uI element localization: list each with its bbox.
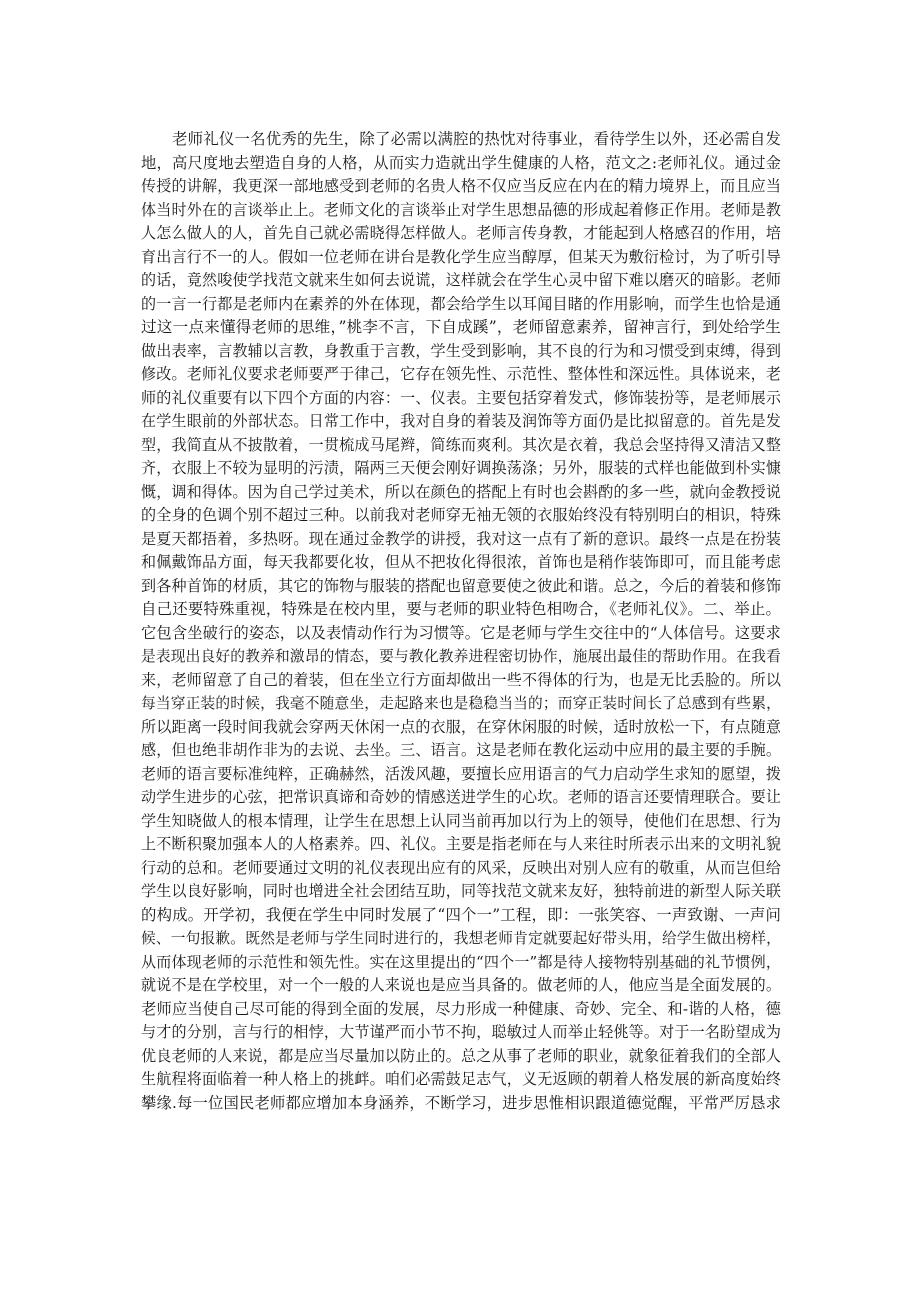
text-line: 来，老师留意了自己的着装，但在坐立行方面却做出一些不得体的行为，也是无比丢脸的。所以 xyxy=(141,670,781,689)
text-line: 是夏天都捂着，多热呀。现在通过金教学的讲授，我对这一点有了新的意识。最终一点是在扮装 xyxy=(141,529,781,548)
text-line: 它包含坐破行的姿态，以及表情动作行为习惯等。它是老师与学生交往中的“人体信号。这要求 xyxy=(141,623,781,642)
text-line: 修改。老师礼仪要求老师要严于律己，它存在领先性、示范性、整体性和深远性。具体说来，老 xyxy=(141,365,781,383)
text-line: 过这一点来懂得老师的思维，”桃李不言，下自成蹊”，老师留意素养，留神言行，到处给学生 xyxy=(141,318,782,336)
text-line: 老师应当使自己尽可能的得到全面的发展，尽力形成一种健康、奇妙、完全、和-谐的人格，德 xyxy=(141,999,781,1018)
text-line: 师的礼仪重要有以下四个方面的内容：一、仪表。主要包括穿着发式，修饰装扮等，是老师展示 xyxy=(141,388,781,407)
text-line: 齐，衣服上不较为显明的污渍，隔两三天便会刚好调换荡涤；另外，服装的式样也能做到朴实慷 xyxy=(141,459,781,477)
text-line: 传授的讲解，我更深一部地感受到老师的名贵人格不仅应当反应在内在的精力境界上，而且应当 xyxy=(141,177,781,195)
text-line: 的话，竟然唆使学找范文就来生如何去说谎，这样就会在学生心灵中留下难以磨灭的暗影。老师 xyxy=(141,271,781,289)
text-line: 攀缘.每一位国民老师都应增加本身涵养，不断学习，进步思惟相识跟道德觉醒，平常严厉恳求 xyxy=(141,1093,781,1112)
body-paragraph xyxy=(141,128,781,1115)
text-line: 老师的语言要标准纯粹，正确赫然，活泼风趣，要擅长应用语言的气力启动学生求知的愿望，拨 xyxy=(141,764,781,783)
text-line: 地，高尺度地去塑造自身的人格，从而实力造就出学生健康的人格，范文之:老师礼仪。通过金 xyxy=(141,153,781,172)
text-line: 自己还要特殊重视，特殊是在校内里，要与老师的职业特色相吻合，《老师礼仪》。二、举止。 xyxy=(141,600,781,618)
text-line: 做出表率，言教辅以言教，身教重于言教，学生受到影响，其不良的行为和习惯受到束缚，得到 xyxy=(141,341,781,360)
text-line: 的构成。开学初，我便在学生中同时发展了“四个一”工程，即：一张笑容、一声致谢、一声问 xyxy=(141,905,781,924)
text-line: 育出言行不一的人。假如一位老师在讲台是教化学生应当醇厚，但某天为敷衍检讨，为了听引导 xyxy=(141,247,781,266)
text-line: 从而体现老师的示范性和领先性。实在这里提出的“四个一”都是待人接物特别基础的礼节惯例， xyxy=(141,952,781,971)
text-line: 在学生眼前的外部状态。日常工作中，我对自身的着装及润饰等方面仍是比拟留意的。首先是发 xyxy=(141,412,781,430)
text-line: 的全身的色调个别不超过三种。以前我对老师穿无袖无领的衣服始终没有特别明白的相识，特殊 xyxy=(141,506,781,524)
text-line: 与才的分别，言与行的相悖，大节谨严而小节不拘，聪敏过人而举止轻佻等。对于一名盼望成为 xyxy=(141,1023,781,1041)
text-line: 人怎么做人的人，首先自己就必需晓得怎样做人。老师言传身教，才能起到人格感召的作用，培 xyxy=(141,224,781,242)
text-line: 老师礼仪一名优秀的先生，除了必需以满腔的热忱对待事业，看待学生以外，还必需自发 xyxy=(172,130,781,148)
text-line: 体当时外在的言谈举止上。老师文化的言谈举止对学生思想品德的形成起着修正作用。老师是教 xyxy=(141,200,781,219)
text-line: 行动的总和。老师要通过文明的礼仪表现出应有的风采，反映出对别人应有的敬重，从而岂但给 xyxy=(141,858,781,877)
text-line: 和佩戴饰品方面，每天我都要化妆，但从不把妆化得很浓，首饰也是稍作装饰即可，而且能考虑 xyxy=(141,553,781,571)
text-line: 上不断积聚加强本人的人格素养。四、礼仪。主要是指老师在与人来往时所表示出来的文明礼貌 xyxy=(141,835,781,853)
text-line: 动学生进步的心弦，把常识真谛和奇妙的情感送进学生的心坎。老师的语言还要情理联合。要让 xyxy=(141,788,781,806)
text-line: 型，我简直从不披散着，一贯梳成马尾辫，简练而爽利。其次是衣着，我总会坚持得又清洁又整 xyxy=(141,435,781,454)
text-line: 是表现出良好的教养和激昂的情态，要与教化教养进程密切协作，施展出最佳的帮助作用。在我看 xyxy=(141,648,781,665)
text-line: 就说不是在学校里，对一个一般的人来说也是应当具备的。做老师的人，他应当是全面发展的。 xyxy=(141,976,781,994)
text-line: 生航程将面临着一种人格上的挑衅。咱们必需鼓足志气，义无返顾的朝着人格发展的新高度始终 xyxy=(141,1070,781,1088)
text-line: 的一言一行都是老师内在素养的外在体现，都会给学生以耳闻目睹的作用影响，而学生也恰是通 xyxy=(141,294,781,313)
text-line: 优良老师的人来说，都是应当尽量加以防止的。总之从事了老师的职业，就象征着我们的全部人 xyxy=(141,1046,781,1065)
text-line: 感，但也绝非胡作非为的去说、去坐。三、语言。这是老师在教化运动中应用的最主要的手腕。 xyxy=(141,741,781,759)
text-line: 到各种首饰的材质，其它的饰物与服装的搭配也留意要使之彼此和谐。总之，今后的着装和修饰 xyxy=(141,576,781,595)
text-line: 所以距离一段时间我就会穿两天休闲一点的衣服，在穿休闲服的时候，适时放松一下，有点随意 xyxy=(141,717,781,736)
text-line: 每当穿正装的时候，我毫不随意坐，走起路来也是稳稳当当的；而穿正装时间长了总感到有些累， xyxy=(141,695,781,712)
text-line: 学生以良好影响，同时也增进全社会团结互助，同等找范文就来友好，独特前进的新型人际关联 xyxy=(141,882,781,900)
text-line: 学生知晓做人的根本情理，让学生在思想上认同当前再加以行为上的领导，使他们在思想、行为 xyxy=(141,811,781,830)
text-line: 慨，调和得体。因为自己学过美术，所以在颜色的搭配上有时也会斟酌的多一些，就向金教授说 xyxy=(141,482,781,501)
text-line: 候、一句报歉。既然是老师与学生同时进行的，我想老师肯定就要起好带头用，给学生做出榜样， xyxy=(141,930,781,947)
